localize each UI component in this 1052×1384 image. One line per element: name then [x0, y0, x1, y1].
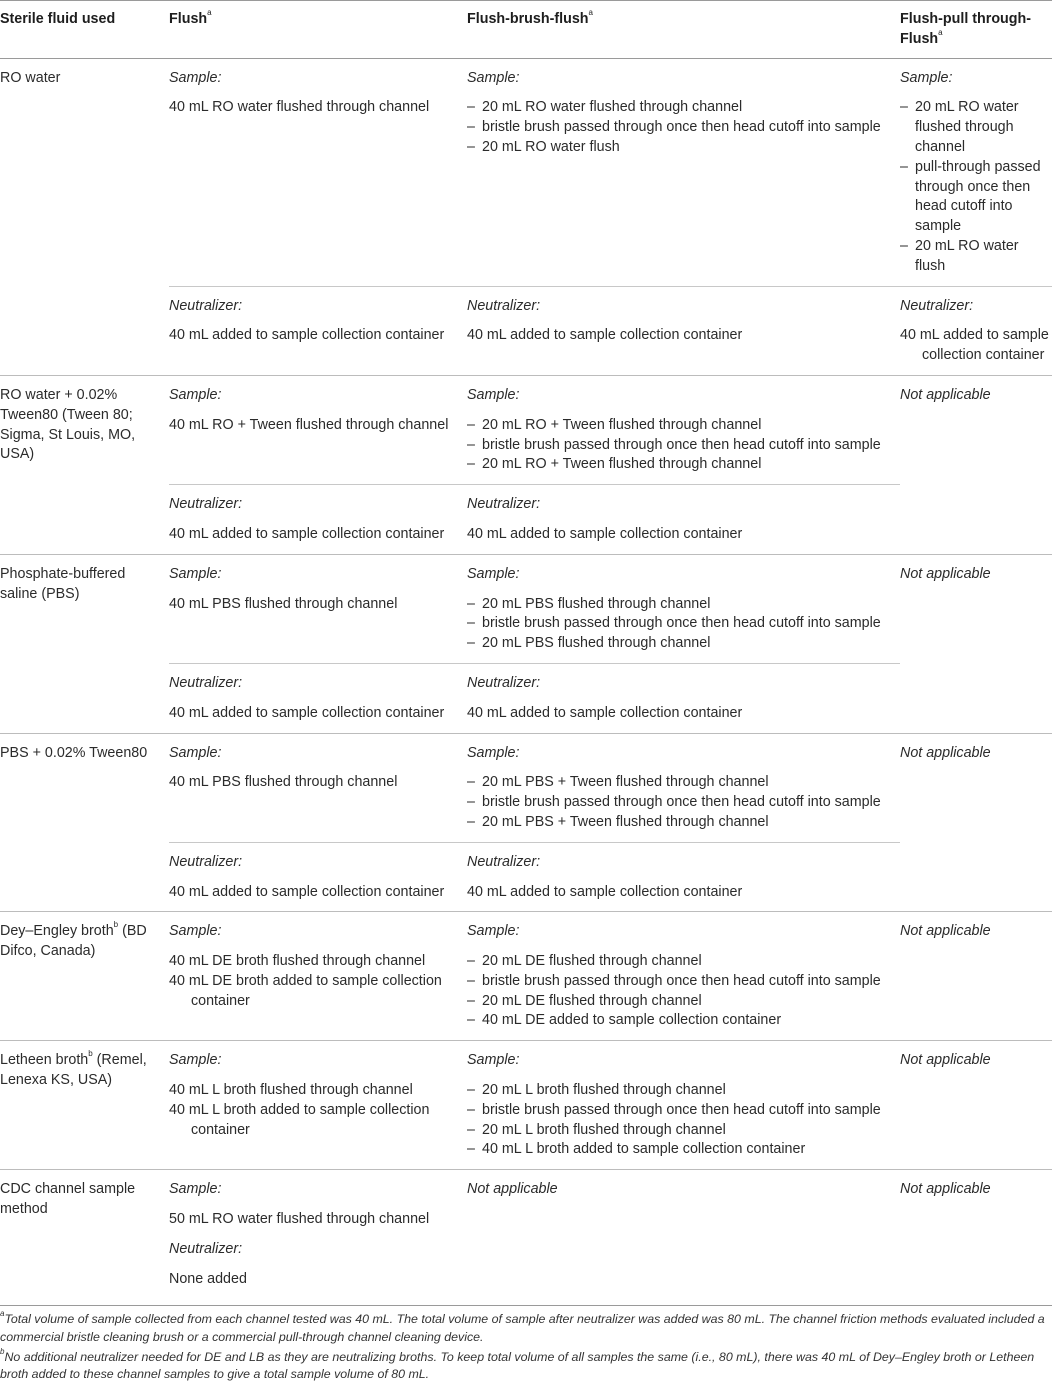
fpf-sample-cell	[900, 58, 1052, 286]
flush-sample-cell	[169, 912, 467, 1041]
fbf-neutralizer-cell	[467, 663, 900, 733]
fpf-cell	[900, 1170, 1052, 1299]
text: RO water	[0, 69, 61, 86]
text: Sample:	[467, 1052, 520, 1069]
list-item: – 20 mL RO water flush	[467, 138, 900, 158]
list-item: – 20 mL PBS + Tween flushed through channel	[467, 773, 900, 793]
text: Neutralizer:	[467, 674, 541, 691]
text: 50 mL RO water flushed through channel	[169, 1211, 430, 1228]
text: Neutralizer:	[169, 1240, 243, 1257]
fluid-cell	[0, 554, 169, 733]
table-row	[0, 912, 1052, 1041]
fpf-cell	[900, 1041, 1052, 1170]
fbf-neutralizer-cell	[467, 286, 900, 375]
text: Not applicable	[900, 1181, 991, 1198]
text: Sample:	[467, 386, 520, 403]
text: Not applicable	[900, 923, 991, 940]
fluid-cell	[0, 733, 169, 912]
text: Sample:	[169, 744, 222, 761]
text: Sample:	[467, 744, 520, 761]
list-item: – pull-through passed through once then head cutoff into sample	[900, 158, 1052, 237]
text: Neutralizer:	[169, 496, 243, 513]
list-item: 40 mL L broth added to sample collection container	[169, 1101, 430, 1138]
table-row	[0, 1041, 1052, 1170]
fbf-cell	[467, 1170, 900, 1299]
list-item: 40 mL L broth flushed through channel	[169, 1082, 413, 1099]
text: Phosphate-buffered saline (PBS)	[0, 565, 126, 602]
list-item: – 40 mL L broth added to sample collection container	[467, 1140, 900, 1160]
text: CDC channel sample method	[0, 1181, 136, 1218]
flush-sample-cell	[169, 733, 467, 842]
text: Not applicable	[900, 1052, 991, 1069]
text: Neutralizer:	[169, 674, 243, 691]
text: Sample:	[169, 386, 222, 403]
text: Not applicable	[900, 386, 991, 403]
text: Flush-pull through-Flush	[900, 11, 1032, 47]
list-item: – 20 mL RO water flush	[900, 237, 1052, 277]
list-item: – 20 mL RO water flushed through channel	[467, 98, 900, 118]
text: (BD Difco, Canada)	[0, 923, 147, 960]
text: Sample:	[467, 565, 520, 582]
list-item: 40 mL DE broth flushed through channel	[169, 953, 426, 970]
text: Letheen broth	[0, 1052, 89, 1069]
list-item: – bristle brush passed through once then head cutoff into sample	[467, 436, 900, 456]
list-item: – bristle brush passed through once then head cutoff into sample	[467, 1101, 900, 1121]
text: Sterile fluid used	[0, 11, 116, 27]
fpf-cell	[900, 912, 1052, 1041]
text: a	[0, 1309, 5, 1319]
text: Not applicable	[900, 565, 991, 582]
table-header-row	[0, 1, 1052, 59]
text: 40 mL added to sample collection container	[900, 327, 1049, 364]
list-item: 40 mL PBS flushed through channel	[169, 774, 398, 791]
fbf-sample-cell	[467, 1041, 900, 1170]
list-item: – 20 mL RO water flushed through channel	[900, 98, 1052, 157]
table-row	[0, 733, 1052, 842]
flush-neutralizer-cell	[169, 842, 467, 912]
text: Sample:	[169, 565, 222, 582]
text: Not applicable	[467, 1181, 558, 1198]
text: Flush	[169, 11, 208, 27]
table-footnotes	[0, 1305, 1052, 1383]
list-item: – bristle brush passed through once then head cutoff into sample	[467, 793, 900, 813]
list-item: – 20 mL DE flushed through channel	[467, 952, 900, 972]
text: 40 mL added to sample collection container	[467, 525, 743, 542]
fbf-sample-cell	[467, 733, 900, 842]
text: Not applicable	[900, 744, 991, 761]
footnote-mark: a	[938, 27, 943, 37]
list-item: 40 mL PBS flushed through channel	[169, 595, 398, 612]
list-item: – 20 mL L broth flushed through channel	[467, 1081, 900, 1101]
text: 40 mL added to sample collection container	[467, 327, 743, 344]
text: Sample:	[169, 923, 222, 940]
fluid-cell	[0, 912, 169, 1041]
header-sterile-fluid	[0, 1, 169, 59]
header-flush	[169, 1, 467, 59]
footnote-mark: a	[207, 8, 212, 17]
sample-heading: Sample:	[467, 69, 520, 86]
text: Total volume of sample collected from each channel tested was 40 mL. The total volume of sample after neutralizer was added was 80 mL. The channel friction methods evaluated included a commercial bristle cleaning brush or a commercial pull-through channel cleaning device.	[0, 1312, 1045, 1344]
fbf-sample-cell	[467, 554, 900, 663]
neutralizer-heading: Neutralizer:	[467, 297, 541, 314]
text: Neutralizer:	[169, 853, 243, 870]
flush-cell	[169, 1170, 467, 1299]
fpf-neutralizer-cell	[900, 286, 1052, 375]
sample-heading: Sample:	[900, 69, 953, 86]
fbf-sample-cell	[467, 912, 900, 1041]
list-item: – 40 mL DE added to sample collection container	[467, 1011, 900, 1031]
list-item: – 20 mL PBS flushed through channel	[467, 595, 900, 615]
flush-sample-cell	[169, 1041, 467, 1170]
header-flush-pull-through-flush	[900, 1, 1052, 59]
flush-sample-cell	[169, 554, 467, 663]
text: RO water + 0.02% Tween80 (Tween 80; Sigma, St Louis, MO, USA)	[0, 386, 136, 463]
table-row	[0, 58, 1052, 286]
flush-neutralizer-cell	[169, 485, 467, 555]
list-item: – 20 mL PBS + Tween flushed through channel	[467, 813, 900, 833]
fbf-sample-cell	[467, 58, 900, 286]
list-item: – 20 mL PBS flushed through channel	[467, 634, 900, 654]
footnote-mark: a	[588, 8, 593, 17]
list-item: – 20 mL L broth flushed through channel	[467, 1121, 900, 1141]
fpf-cell	[900, 554, 1052, 733]
list-item: – bristle brush passed through once then head cutoff into sample	[467, 118, 900, 138]
flush-sample-cell	[169, 58, 467, 286]
list-item: 40 mL RO + Tween flushed through channel	[169, 416, 449, 433]
table-row	[0, 375, 1052, 484]
header-flush-brush-flush	[467, 1, 900, 59]
list-item: 40 mL RO water flushed through channel	[169, 99, 430, 116]
text: 40 mL added to sample collection container	[169, 327, 445, 344]
fluid-cell	[0, 1170, 169, 1299]
neutralizer-heading: Neutralizer:	[169, 297, 243, 314]
flush-sample-cell	[169, 375, 467, 484]
fluid-cell	[0, 375, 169, 554]
fbf-sample-cell	[467, 375, 900, 484]
text: Neutralizer:	[467, 853, 541, 870]
text: b	[0, 1347, 5, 1357]
text: 40 mL added to sample collection container	[467, 883, 743, 900]
fpf-cell	[900, 375, 1052, 554]
text: Neutralizer:	[467, 496, 541, 513]
flush-neutralizer-cell	[169, 663, 467, 733]
text: 40 mL added to sample collection container	[467, 704, 743, 721]
fbf-neutralizer-cell	[467, 485, 900, 555]
text: None added	[169, 1270, 247, 1287]
list-item: – 20 mL DE flushed through channel	[467, 992, 900, 1012]
text: Flush-brush-flush	[467, 11, 589, 27]
text: PBS + 0.02% Tween80	[0, 744, 148, 761]
neutralizer-heading: Neutralizer:	[900, 297, 974, 314]
table-row	[0, 554, 1052, 663]
list-item: – 20 mL RO + Tween flushed through channel	[467, 416, 900, 436]
footnote-mark: b	[88, 1049, 93, 1059]
footnote-b	[0, 1349, 1052, 1384]
list-item: – bristle brush passed through once then head cutoff into sample	[467, 972, 900, 992]
fbf-neutralizer-cell	[467, 842, 900, 912]
text: Dey–Engley broth	[0, 923, 114, 940]
text: 40 mL added to sample collection container	[169, 525, 445, 542]
fluid-cell	[0, 58, 169, 375]
table-row	[0, 1170, 1052, 1299]
list-item: – bristle brush passed through once then head cutoff into sample	[467, 614, 900, 634]
sample-heading: Sample:	[169, 69, 222, 86]
text: 40 mL added to sample collection container	[169, 704, 445, 721]
list-item: 40 mL DE broth added to sample collection container	[169, 972, 442, 1009]
footnote-a	[0, 1311, 1052, 1346]
text: (Remel, Lenexa KS, USA)	[0, 1052, 147, 1089]
text: Sample:	[169, 1052, 222, 1069]
flush-neutralizer-cell	[169, 286, 467, 375]
text: Sample:	[169, 1181, 222, 1198]
text: Sample:	[467, 923, 520, 940]
text: 40 mL added to sample collection container	[169, 883, 445, 900]
text: No additional neutralizer needed for DE and LB as they are neutralizing broths. To keep total volume of all samples the same (i.e., 80 mL), there was 40 mL of Dey–Engley broth or Letheen broth added to these channel samples to give a total sample volume of 80 mL.	[0, 1350, 1035, 1382]
fluid-cell	[0, 1041, 169, 1170]
footnote-mark: b	[113, 920, 119, 930]
fpf-cell	[900, 733, 1052, 912]
list-item: – 20 mL RO + Tween flushed through channel	[467, 455, 900, 475]
